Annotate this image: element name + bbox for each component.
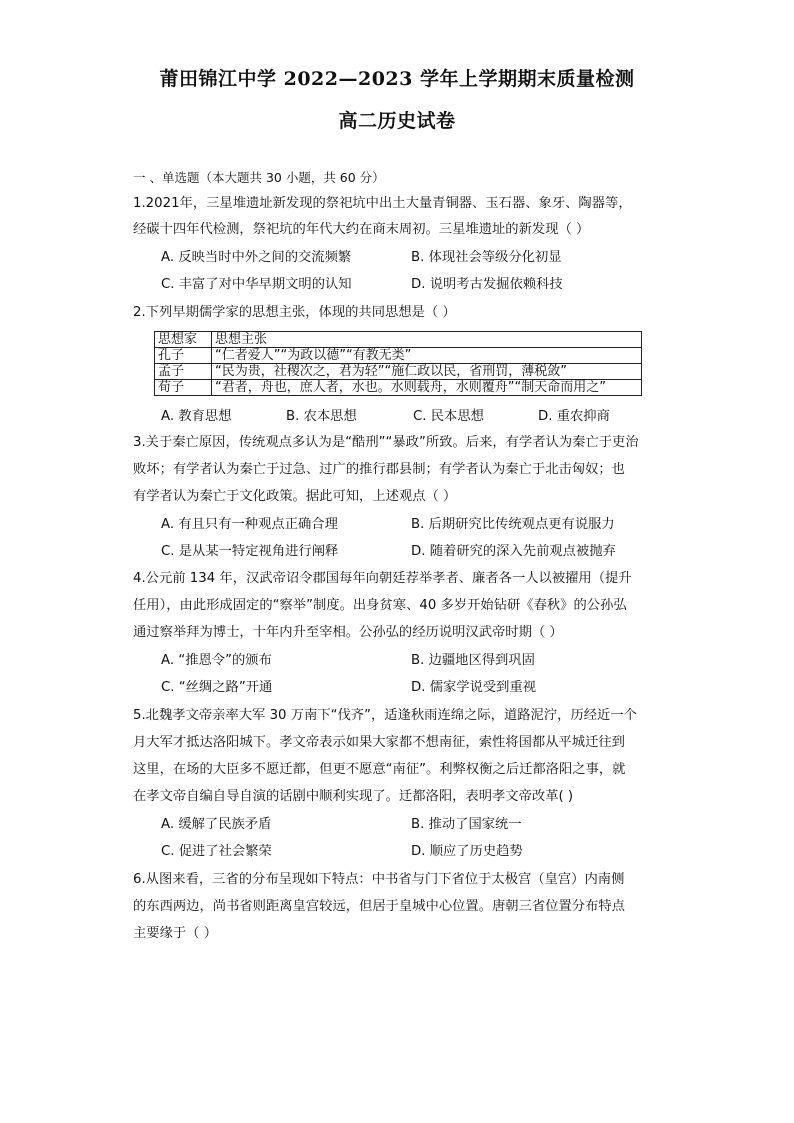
- question-3-line-2: 败坏；有学者认为秦亡于过急、过广的推行郡县制；有学者认为秦亡于北击匈奴；也: [133, 462, 625, 477]
- exam-title: 莆田锦江中学 2022—2023 学年上学期期末质量检测: [159, 68, 635, 90]
- question-1-option-c: C. 丰富了对中华早期文明的认知: [161, 277, 352, 292]
- table-header-cell: 思想主张: [212, 332, 642, 348]
- question-2-option-c: C. 民本思想: [413, 409, 484, 424]
- question-5-option-d: D. 顺应了历史趋势: [411, 844, 523, 859]
- question-1-line-1: 1.2021年，三星堆遗址新发现的祭祀坑中出土大量青铜器、玉石器、象牙、陶器等，: [133, 196, 632, 211]
- question-5-line-3: 这里，在场的大臣多不愿迁都，但更不愿意“南征”。利弊权衡之后迁都洛阳之事，就: [133, 762, 626, 777]
- question-3-line-1: 3.关于秦亡原因，传统观点多认为是“酷刑”“暴政”所致。后来，有学者认为秦亡于吏治: [133, 435, 639, 450]
- table-cell: 孔子: [155, 348, 212, 364]
- table-cell: 荀子: [155, 380, 212, 396]
- question-6-line-1: 6.从图来看，三省的分布呈现如下特点：中书省与门下省位于太极宫（皇宫）内南侧: [133, 872, 625, 887]
- table-cell: “民为贵，社稷次之，君为轻”“施仁政以民，省刑罚，薄税敛”: [212, 364, 642, 380]
- question-1-line-2: 经碳十四年代检测，祭祀坑的年代大约在商末周初。三星堆遗址的新发现（ ）: [133, 222, 590, 237]
- question-4-line-1: 4.公元前 134 年，汉武帝诏令郡国每年向朝廷荐举孝者、廉者各一人以被擢用（提升: [133, 571, 632, 586]
- question-6-line-3: 主要缘于（ ）: [133, 926, 218, 941]
- table-cell: “君者，舟也，庶人者，水也。水则载舟，水则覆舟”“制天命而用之”: [212, 380, 642, 396]
- question-3-option-b: B. 后期研究比传统观点更有说服力: [411, 517, 615, 532]
- question-2-option-a: A. 教育思想: [161, 409, 232, 424]
- question-5-line-4: 在孝文帝自编自导自演的话剧中顺利实现了。迁都洛阳，表明孝文帝改革( ): [133, 789, 574, 804]
- section-heading: 一 、单选题（本大题共 30 小题，共 60 分）: [133, 170, 385, 185]
- question-5-option-c: C. 促进了社会繁荣: [161, 844, 272, 859]
- question-4-line-3: 通过察举拜为博士，十年内升至宰相。公孙弘的经历说明汉武帝时期（ ）: [133, 625, 563, 640]
- question-3-line-3: 有学者认为秦亡于文化政策。据此可知，上述观点（ ）: [133, 489, 457, 504]
- question-2-option-d: D. 重农抑商: [538, 409, 610, 424]
- table-header-cell: 思想家: [155, 332, 212, 348]
- question-4-option-a: A. “推恩令”的颁布: [161, 653, 272, 668]
- question-5-option-a: A. 缓解了民族矛盾: [161, 817, 272, 832]
- question-4-option-d: D. 儒家学说受到重视: [411, 680, 537, 695]
- exam-subtitle: 高二历史试卷: [338, 110, 456, 132]
- question-5-option-b: B. 推动了国家统一: [411, 817, 522, 832]
- question-2-option-b: B. 农本思想: [286, 409, 357, 424]
- question-6-line-2: 的东西两边，尚书省则距离皇宫较远，但居于皇城中心位置。唐朝三省位置分布特点: [133, 899, 625, 914]
- question-4-option-c: C. “丝绸之路”开通: [161, 680, 273, 695]
- table-row: [155, 380, 642, 396]
- table-header-row: [155, 332, 642, 348]
- question-2-table: [154, 331, 642, 396]
- question-3-option-c: C. 是从某一特定视角进行阐释: [161, 544, 339, 559]
- question-3-option-a: A. 有且只有一种观点正确合理: [161, 517, 338, 532]
- question-5-line-1: 5.北魏孝文帝亲率大军 30 万南下“伐齐”，适逢秋雨连绵之际，道路泥泞，历经近一个: [133, 708, 637, 723]
- question-3-option-d: D. 随着研究的深入先前观点被抛弃: [411, 544, 616, 559]
- question-1-option-b: B. 体现社会等级分化初显: [411, 250, 562, 265]
- table-cell: “仁者爱人”“为政以德”“有教无类”: [212, 348, 642, 364]
- table-row: [155, 364, 642, 380]
- question-2-line-1: 2.下列早期儒学家的思想主张，体现的共同思想是（ ）: [133, 305, 456, 320]
- question-1-option-a: A. 反映当时中外之间的交流频繁: [161, 250, 352, 265]
- question-4-option-b: B. 边疆地区得到巩固: [411, 653, 535, 668]
- question-5-line-2: 月大军才抵达洛阳城下。孝文帝表示如果大家都不想南征，索性将国都从平城迁往到: [133, 735, 625, 750]
- question-4-line-2: 任用），由此形成固定的“察举”制度。出身贫寒、40 多岁开始钻研《春秋》的公孙弘: [133, 598, 627, 613]
- question-1-option-d: D. 说明考古发掘依赖科技: [411, 277, 563, 292]
- table-row: [155, 348, 642, 364]
- table-cell: 孟子: [155, 364, 212, 380]
